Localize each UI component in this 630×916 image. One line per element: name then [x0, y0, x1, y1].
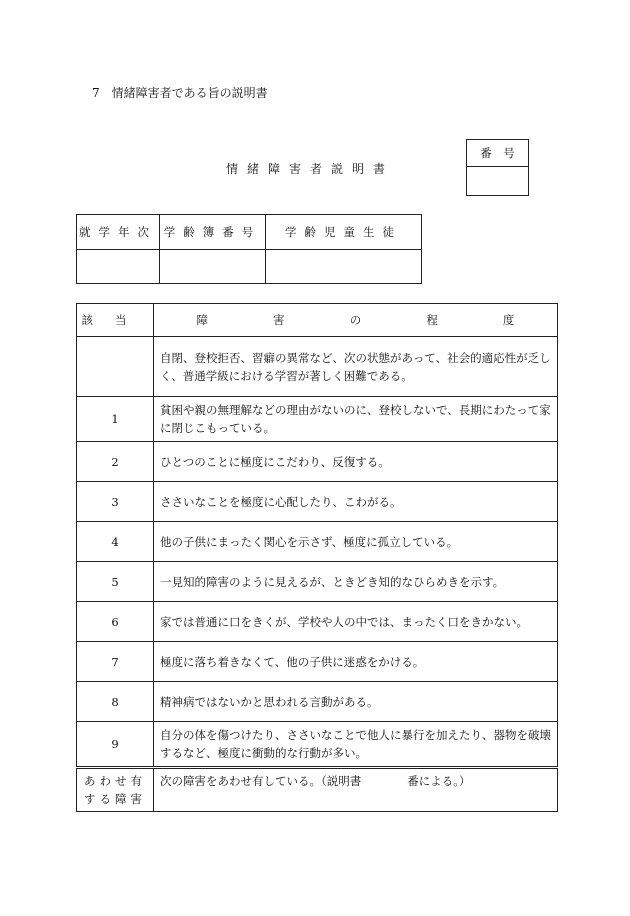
table-row [77, 562, 558, 602]
item-number: 7 [77, 642, 154, 682]
table-row [77, 682, 558, 722]
table-row [77, 397, 558, 442]
number-value-field[interactable] [467, 167, 529, 196]
enrollment-year-field[interactable] [77, 250, 160, 284]
item-number: 4 [77, 522, 154, 562]
number-box [466, 139, 529, 196]
register-number-field[interactable] [160, 250, 266, 284]
applicable-cell[interactable] [77, 337, 154, 397]
combined-label-line: する障害 [84, 792, 146, 806]
item-number: 1 [77, 397, 154, 442]
table-row [77, 722, 558, 768]
condition-description: ささいなことを極度に心配したり、こわがる。 [154, 482, 558, 522]
item-number: 9 [77, 722, 154, 768]
item-number: 3 [77, 482, 154, 522]
condition-description: 極度に落ち着きなくて、他の子供に迷惑をかける。 [154, 642, 558, 682]
table-row [77, 442, 558, 482]
item-number: 2 [77, 442, 154, 482]
condition-description: 貧困や親の無理解などの理由がないのに、登校しないで、長期にわたって家に閉じこもっている。 [154, 397, 558, 442]
combined-disability-row [77, 768, 558, 812]
condition-description: 家では普通に口をきくが、学校や人の中では、まったく口をきかない。 [154, 602, 558, 642]
item-number: 8 [77, 682, 154, 722]
number-label: 番 号 [467, 140, 529, 167]
table-row [77, 482, 558, 522]
condition-description: 自分の体を傷つけたり、ささいなことで他人に暴行を加えたり、器物を破壊するなど、極度に衝動的な行動が多い。 [154, 722, 558, 768]
condition-description: 自閉、登校拒否、習癖の異常など、次の状態があって、社会的適応性が乏しく、普通学級における学習が著しく困難である。 [154, 337, 558, 397]
combined-disability-label [77, 768, 154, 812]
combined-disability-text: 次の障害をあわせ有している。（説明書 番による。） [154, 768, 558, 812]
condition-description: ひとつのことに極度にこだわり、反復する。 [154, 442, 558, 482]
combined-label-line: あわせ有 [84, 774, 146, 788]
table-row [77, 522, 558, 562]
condition-description: 他の子供にまったく関心を示さず、極度に孤立している。 [154, 522, 558, 562]
degree-header-char: 度 [502, 313, 515, 327]
disability-degree-table [76, 303, 558, 812]
grade-table [76, 214, 422, 284]
register-number-header: 学齢簿番号 [160, 215, 266, 250]
condition-description: 一見知的障害のように見えるが、ときどき知的なひらめきを示す。 [154, 562, 558, 602]
document-title: 情緒障害者説明書 [225, 162, 394, 176]
degree-header-char: 程 [426, 313, 438, 327]
school-age-student-field[interactable] [266, 250, 422, 284]
item-number: 5 [77, 562, 154, 602]
enrollment-year-header: 就学年次 [77, 215, 160, 250]
degree-column-header [154, 304, 558, 337]
applicable-column-header: 該当 [77, 304, 154, 337]
item-number: 6 [77, 602, 154, 642]
table-row [77, 337, 558, 397]
degree-header-char: 障 [196, 313, 209, 327]
school-age-student-header: 学齢児童生徒 [266, 215, 422, 250]
table-row [77, 642, 558, 682]
section-title: 7 情緒障害者である旨の説明書 [92, 86, 268, 100]
condition-description: 精神病ではないかと思われる言動がある。 [154, 682, 558, 722]
degree-header-char: 害 [273, 313, 285, 327]
table-row [77, 602, 558, 642]
degree-header-char: の [349, 313, 362, 327]
